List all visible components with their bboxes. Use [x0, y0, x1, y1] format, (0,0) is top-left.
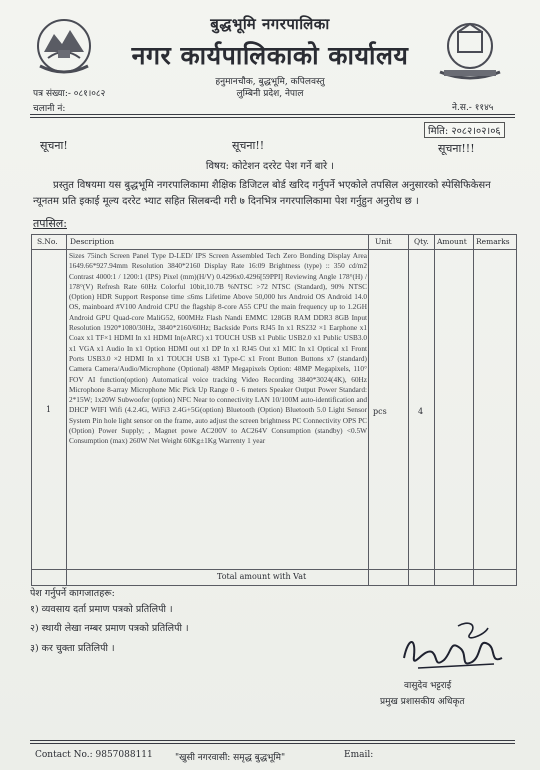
municipality-logo-icon — [434, 20, 506, 84]
row-unit: pcs — [373, 407, 387, 416]
signatory-name: वासुदेव भट्टराई — [404, 681, 452, 691]
address-line-1: हनुमानचौक, बुद्धभूमि, कपिलवस्तु — [215, 77, 325, 87]
notice-heading-3: सूचना!!! — [438, 142, 475, 155]
row-qty: 4 — [418, 407, 424, 416]
spec-table — [31, 234, 517, 586]
header-sno: S.No. — [37, 237, 58, 246]
municipality-name: बुद्धभूमि नगरपालिका — [210, 15, 330, 33]
column-divider — [368, 235, 369, 585]
column-divider — [408, 235, 409, 585]
body-paragraph: प्रस्तुत विषयमा यस बुद्धभूमि नगरपालिकामा शैक्षिक डिजिटल बोर्ड खरिद गर्नुपर्ने भएकोले तपसिल अनुसारको स्पेसिफिकेसन न्यूनतम प्रति इकाई मूल्य दररेट भ्याट सहित सिलबन्दी गरी ७ दिनभित्र नगरपालिकामा पेश गर्नुहुन अनुरोध छ । — [33, 180, 491, 207]
total-row-divider — [32, 569, 516, 570]
header-divider-2 — [30, 117, 515, 118]
column-divider — [473, 235, 474, 585]
document-item: २) स्थायी लेखा नम्बर प्रमाण पत्रको प्रतिलिपी । — [30, 623, 189, 634]
header-description: Description — [70, 237, 115, 246]
row-description: Sizes 75inch Screen Panel Type D-LED/ IPS Screen Assembled Tech Zero Bonding Display Area 1649.66*927.94mm Resolution 3840*2160 Display Rate 16:09 Brightness (type) :: 350 cd/m2 Contrast 4000:1 / 1200:1 (IPS) Pixel (mm)(H/V) 0.4296x0.4296[59PPI] Reviewing Angle 178°(H) / 178°(V) Refresh Rate 60Hz Colorful 10bit,10.7B %NTSC >72 NTSC (Standard), 90% NTSC (Option) HDR Support Response time ≤6ms Lifetime Above 50,000 hrs Android OS Android 14.0 OS, mainboard #V100 Android CPU the flagship 8-core A55 CPU the main frequency up to 1.2GH Android GPU Quad-core MaliG52, 600MHz Flash Nandi EMMC 128GB RAM DDR3 8GB Input Resolution 1920*1080/30Hz, 3840*2160/60Hz; Backside Ports RJ45 In x1 RS232 ×1 Earphone x1 Coax x1 TF×1 HDMI In x1 HDMI In(eARC) x1 TOUCH USB x1 Public USB2.0 x1 Public USB3.0 x1 VGA x1 Audio In x1 Option HDMI out x1 DP In x1 RJ45 Out x1 MIC In x1 Optical x1 Front Ports USB3.0 ×2 HDMI In x1 TOUCH USB x1 Type-C x1 Front Button Buttons x7 (standard) Camera Camera/Audio/Microphone (Optional) 48MP Megapixels Option: 48MP Megapixels, 110° FOV AI function(option) Automatical voice tracking Video Recording 3840*3024(4K), 60Hz Microphone 8-array Microphone Mic Pick Up Range 0 - 6 meters Speaker Output Power Standard: 2*15W; 1x20W Subwoofer (option) NFC Near to connectivity LAN 10/100M auto-identification and DHCP WIFI Wifi (4.2.4G, WiFi3 2.4G+5G(option) Bluetooth (Option) Bluetooth 5.0 Light Sensor System Pin hole light sensor on the frame, auto adjust the screen brightness PC Connectivity OPS PC (Option) Power Supply; , Magnet powe AC200V to AC264V Consumption (standby) <0.5W Consumption (max) 260W Net Weight 60Kg±1Kg Warrenty 1 year — [69, 251, 367, 446]
header-remarks: Remarks — [476, 237, 510, 246]
document-item: ३) कर चुक्ता प्रतिलिपी । — [30, 643, 115, 654]
document-item: १) व्यवसाय दर्ता प्रमाण पत्रको प्रतिलिपी । — [30, 604, 173, 615]
letter-date: मिति: २०८२।०२।०६ — [424, 122, 505, 138]
signatory-title: प्रमुख प्रशासकीय अधिकृत — [380, 697, 465, 707]
footer-email: Email: — [344, 750, 374, 760]
header-unit: Unit — [375, 237, 392, 246]
header-qty: Qty. — [414, 237, 429, 246]
footer-divider — [30, 740, 515, 741]
tapsil-heading: तपसिल: — [33, 217, 67, 230]
dispatch-number: चलानी नं: — [33, 104, 66, 114]
subject-line: विषय: कोटेशन दररेट पेश गर्ने बारे । — [205, 161, 335, 172]
footer-contact: Contact No.: 9857088111 — [35, 750, 153, 760]
row-sno: 1 — [46, 405, 52, 414]
header-divider — [30, 114, 515, 115]
column-divider — [434, 235, 435, 585]
signature-icon — [398, 618, 508, 684]
column-divider — [66, 235, 67, 585]
nepal-sambat: ने.स.- ११४५ — [452, 103, 494, 113]
reference-number: पत्र संख्या:- ०८१।०८२ — [33, 89, 106, 99]
notice-heading-2: सूचना!! — [232, 139, 265, 152]
header-row-divider — [32, 249, 516, 250]
footer-slogan: "खुसी नगरवासी: समृद्ध बुद्धभूमि" — [175, 753, 286, 763]
header-amount: Amount — [437, 237, 467, 246]
documents-heading: पेश गर्नुपर्ने कागजातहरू: — [30, 588, 115, 599]
notice-heading-1: सूचना! — [40, 139, 68, 152]
office-title: नगर कार्यपालिकाको कार्यालय — [131, 41, 409, 70]
footer-divider-2 — [30, 743, 515, 744]
address-line-2: लुम्बिनी प्रदेश, नेपाल — [236, 89, 304, 99]
total-label: Total amount with Vat — [217, 572, 307, 581]
